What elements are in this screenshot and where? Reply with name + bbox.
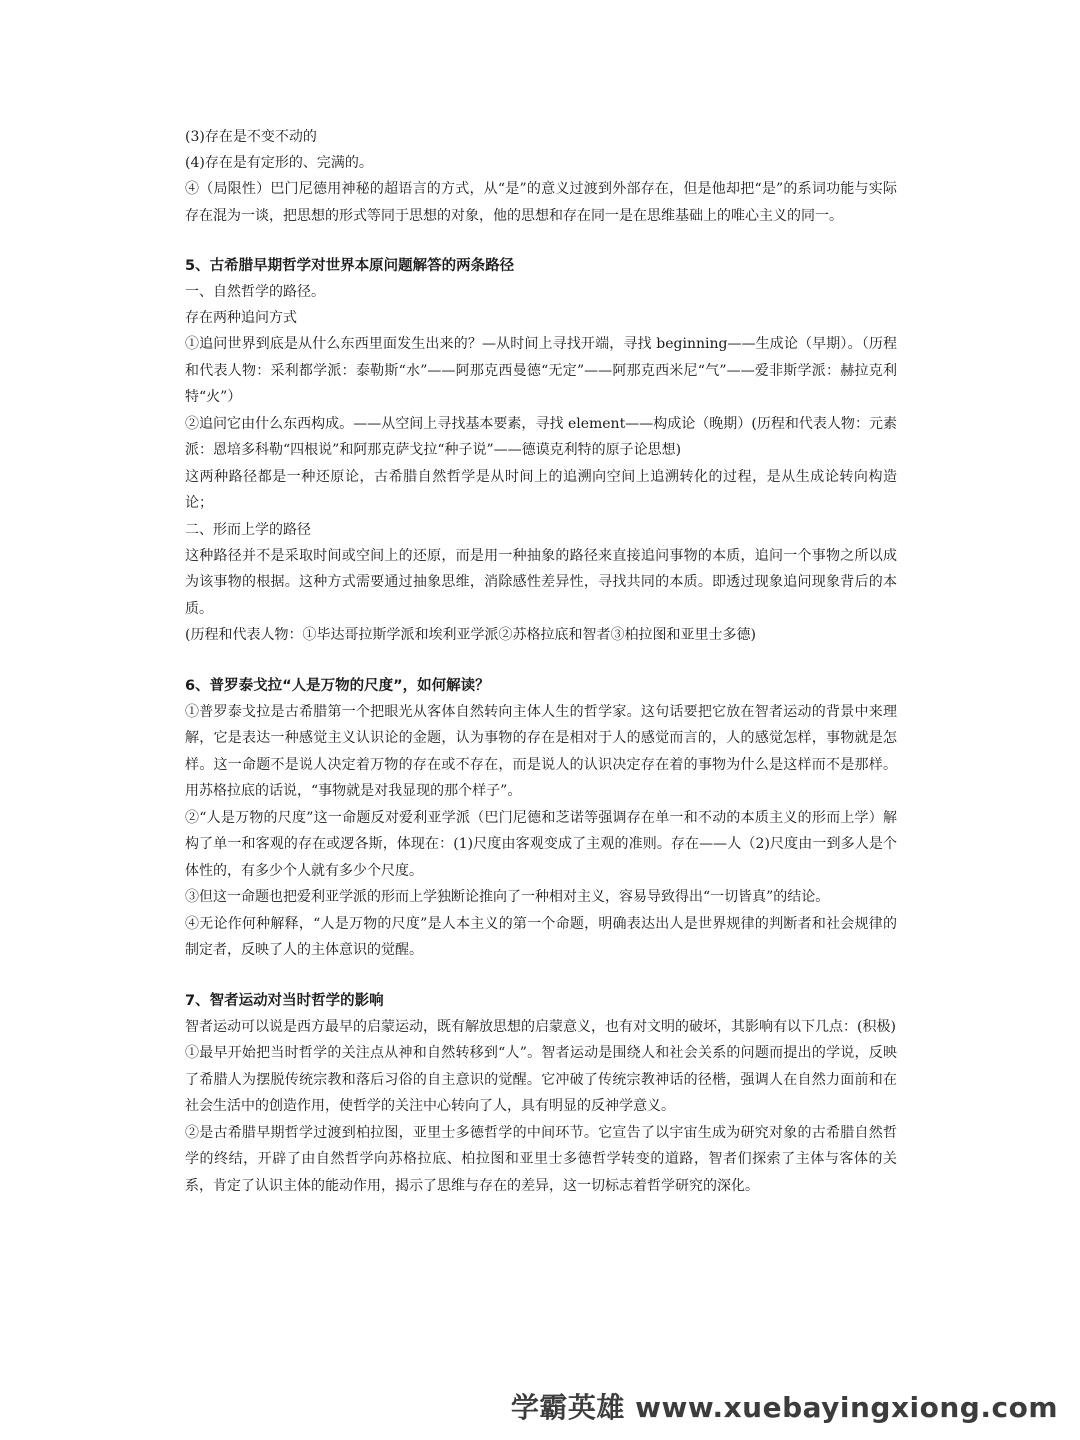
- section6-paragraph-3: ③但这一命题也把爱利亚学派的形而上学独断论推向了一种相对主义，容易导致得出“一切皆真”的结论。: [185, 889, 830, 905]
- section4-point4: (4)存在是有定形的、完满的。: [185, 155, 373, 171]
- section5-subheading-1: 一、自然哲学的路径。: [185, 284, 325, 300]
- section5-paragraph-2: ②追问它由什么东西构成。——从空间上寻找基本要素，寻找 element——构成论（晚期）(历程和代表人物：元素派：恩培多科勒“四根说”和阿那克萨戈拉“种子说”——德谟克利特的原子论思想): [185, 415, 897, 458]
- section5-paragraph-5: (历程和代表人物：①毕达哥拉斯学派和埃利亚学派②苏格拉底和智者③柏拉图和亚里士多德): [185, 627, 756, 643]
- section5-heading: 5、古希腊早期哲学对世界本原问题解答的两条路径: [185, 258, 515, 274]
- section6-heading: 6、普罗泰戈拉“人是万物的尺度”，如何解读？: [185, 677, 490, 694]
- section5-intro: 存在两种追问方式: [185, 310, 297, 326]
- section4-limitation: ④（局限性）巴门尼德用神秘的超语言的方式，从“是”的意义过渡到外部存在，但是他却把“是”的系词功能与实际存在混为一谈，把思想的形式等同于思想的对象，他的思想和存在同一是在思维基础上的唯心主义的同一。: [185, 181, 897, 224]
- section7-intro: 智者运动可以说是西方最早的启蒙运动，既有解放思想的启蒙意义，也有对文明的破坏，其影响有以下几点：(积极): [185, 1018, 896, 1035]
- section5-subheading-2: 二、形而上学的路径: [185, 521, 311, 538]
- section6-paragraph-4: ④无论作何种解释，“人是万物的尺度”是人本主义的第一个命题，明确表达出人是世界规律的判断者和社会规律的制定者，反映了人的主体意识的觉醒。: [185, 915, 897, 958]
- section5-paragraph-4: 这种路径并不是采取时间或空间上的还原，而是用一种抽象的路径来直接追问事物的本质，追问一个事物之所以成为该事物的根据。这种方式需要通过抽象思维，消除感性差异性，寻找共同的本质。即透过现象追问现象背后的本质。: [185, 547, 897, 617]
- document-body: [185, 124, 897, 1199]
- section6-paragraph-1: ①普罗泰戈拉是古希腊第一个把眼光从客体自然转向主体人生的哲学家。这句话要把它放在智者运动的背景中来理解，它是表达一种感觉主义认识论的金题，认为事物的存在是相对于人的感觉而言的，人的感觉怎样，事物就是怎样。这一命题不是说人决定着万物的存在或不存在，而是说人的认识决定存在着的事物为什么是这样而不是那样。用苏格拉底的话说，“事物就是对我显现的那个样子”。: [185, 703, 897, 799]
- section7-heading: 7、智者运动对当时哲学的影响: [185, 992, 384, 1009]
- site-watermark: 学霸英雄 www.xuebayingxiong.com: [510, 1391, 1058, 1424]
- section6-paragraph-2: ②“人是万物的尺度”这一命题反对爱利亚学派（巴门尼德和芝诺等强调存在单一和不动的本质主义的形而上学）解构了单一和客观的存在或逻各斯，体现在：(1)尺度由客观变成了主观的准则。存在——人（2)尺度由一到多人是个体性的，有多少个人就有多少个尺度。: [185, 809, 897, 879]
- section7-paragraph-1: ①最早开始把当时哲学的关注点从神和自然转移到“人”。智者运动是围绕人和社会关系的问题而提出的学说，反映了希腊人为摆脱传统宗教和落后习俗的自主意识的觉醒。它冲破了传统宗教神话的径楷，强调人在自然力面前和在社会生活中的创造作用，使哲学的关注中心转向了人，具有明显的反神学意义。: [185, 1045, 897, 1114]
- section4-point3: (3)存在是不变不动的: [185, 129, 317, 145]
- section7-paragraph-2: ②是古希腊早期哲学过渡到柏拉图，亚里士多德哲学的中间环节。它宣告了以宇宙生成为研究对象的古希腊自然哲学的终结，开辟了由自然哲学向苏格拉底、柏拉图和亚里士多德哲学转变的道路，智者们探索了主体与客体的关系，肯定了认识主体的能动作用，揭示了思维与存在的差异，这一切标志着哲学研究的深化。: [185, 1124, 897, 1194]
- section5-paragraph-3: 这两种路径都是一种还原论，古希腊自然哲学是从时间上的追溯向空间上追溯转化的过程，是从生成论转向构造论；: [185, 468, 897, 511]
- section5-paragraph-1: ①追问世界到底是从什么东西里面发生出来的？—从时间上寻找开端，寻找 beginning——生成论（早期）。（历程和代表人物：采利都学派：泰勒斯“水”——阿那克西曼德“无定”——阿那克西米尼“气”——爱非斯学派：赫拉克利特“火”）: [185, 336, 897, 405]
